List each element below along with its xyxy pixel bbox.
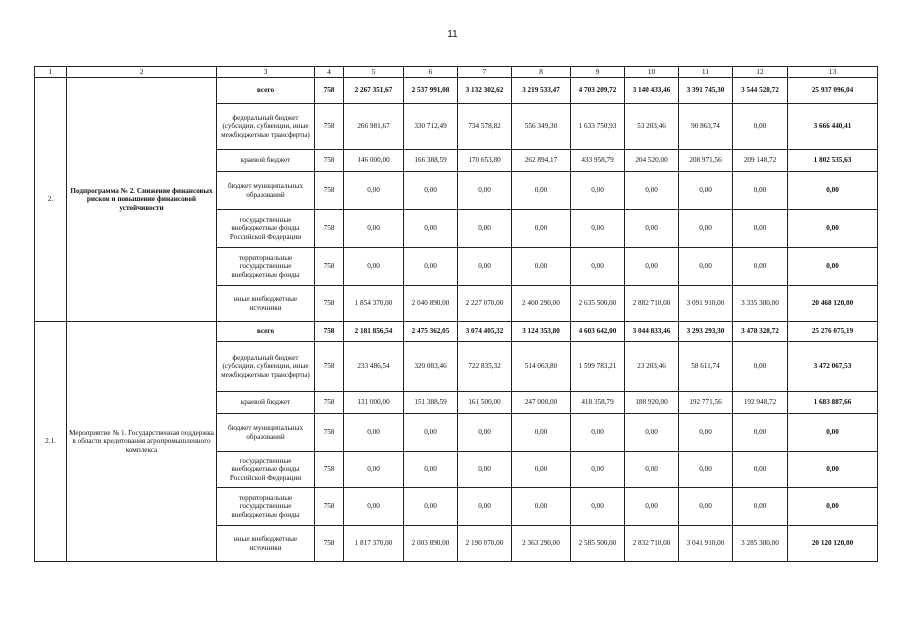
amount-cell: 0,00 [512, 210, 571, 248]
amount-cell: 0,00 [679, 248, 733, 286]
header-cell: 5 [344, 67, 404, 78]
code-cell: 758 [315, 452, 344, 488]
amount-cell: 1 854 370,00 [344, 286, 404, 322]
amount-cell: 0,00 [733, 210, 788, 248]
code-cell: 758 [315, 286, 344, 322]
amount-cell: 2 181 856,54 [344, 322, 404, 342]
funding-source-cell: федеральный бюджет (субсидии, субвенции, иные межбюджетные трансферты) [217, 342, 315, 392]
amount-cell: 0,00 [458, 488, 512, 526]
amount-cell: 3 124 353,80 [512, 322, 571, 342]
amount-cell: 0,00 [404, 414, 458, 452]
amount-cell: 0,00 [512, 172, 571, 210]
table-header-row [35, 67, 878, 78]
amount-cell: 2 585 500,00 [571, 526, 625, 562]
funding-source-cell: иные внебюджетные источники [217, 286, 315, 322]
amount-cell: 0,00 [571, 172, 625, 210]
amount-cell: 320 083,46 [404, 342, 458, 392]
code-cell: 758 [315, 78, 344, 104]
amount-cell: 330 712,49 [404, 104, 458, 150]
funding-source-cell: государственные внебюджетные фонды Российской Федерации [217, 452, 315, 488]
funding-source-cell: краевой бюджет [217, 150, 315, 172]
table-row [35, 78, 878, 104]
funding-source-cell: всего [217, 78, 315, 104]
amount-cell: 0,00 [679, 414, 733, 452]
total-cell: 0,00 [788, 488, 878, 526]
amount-cell: 0,00 [344, 172, 404, 210]
amount-cell: 2 882 710,00 [625, 286, 679, 322]
amount-cell: 3 091 910,00 [679, 286, 733, 322]
amount-cell: 3 285 380,00 [733, 526, 788, 562]
header-cell: 4 [315, 67, 344, 78]
amount-cell: 2 363 290,00 [512, 526, 571, 562]
amount-cell: 4 703 209,72 [571, 78, 625, 104]
total-cell: 3 666 440,41 [788, 104, 878, 150]
amount-cell: 0,00 [733, 104, 788, 150]
amount-cell: 0,00 [512, 414, 571, 452]
funding-source-cell: федеральный бюджет (субсидии, субвенции, иные межбюджетные трансферты) [217, 104, 315, 150]
total-cell: 1 802 535,63 [788, 150, 878, 172]
amount-cell: 0,00 [733, 488, 788, 526]
amount-cell: 2 267 351,67 [344, 78, 404, 104]
amount-cell: 0,00 [512, 452, 571, 488]
total-cell: 25 937 096,04 [788, 78, 878, 104]
amount-cell: 166 388,59 [404, 150, 458, 172]
amount-cell: 0,00 [512, 248, 571, 286]
amount-cell: 0,00 [404, 172, 458, 210]
amount-cell: 188 920,00 [625, 392, 679, 414]
amount-cell: 556 349,30 [512, 104, 571, 150]
amount-cell: 262 894,17 [512, 150, 571, 172]
amount-cell: 2 400 290,00 [512, 286, 571, 322]
code-cell: 758 [315, 322, 344, 342]
amount-cell: 0,00 [733, 414, 788, 452]
header-cell: 2 [67, 67, 217, 78]
amount-cell: 0,00 [344, 210, 404, 248]
amount-cell: 170 653,80 [458, 150, 512, 172]
amount-cell: 0,00 [404, 248, 458, 286]
amount-cell: 0,00 [404, 488, 458, 526]
amount-cell: 2 227 070,00 [458, 286, 512, 322]
amount-cell: 4 603 642,00 [571, 322, 625, 342]
code-cell: 758 [315, 150, 344, 172]
amount-cell: 192 948,72 [733, 392, 788, 414]
amount-cell: 2 040 890,00 [404, 286, 458, 322]
amount-cell: 3 391 745,30 [679, 78, 733, 104]
amount-cell: 53 203,46 [625, 104, 679, 150]
amount-cell: 151 388,59 [404, 392, 458, 414]
amount-cell: 0,00 [733, 248, 788, 286]
amount-cell: 0,00 [571, 210, 625, 248]
total-cell: 3 472 067,53 [788, 342, 878, 392]
section-title: Мероприятие № 1. Государственная поддержка в области кредитования агропромышленного комплекса [67, 322, 217, 562]
amount-cell: 734 578,82 [458, 104, 512, 150]
amount-cell: 0,00 [458, 210, 512, 248]
amount-cell: 0,00 [458, 172, 512, 210]
amount-cell: 0,00 [625, 452, 679, 488]
amount-cell: 3 335 380,00 [733, 286, 788, 322]
amount-cell: 247 000,00 [512, 392, 571, 414]
funding-source-cell: бюджет муниципальных образований [217, 172, 315, 210]
amount-cell: 23 203,46 [625, 342, 679, 392]
funding-source-cell: территориальные государственные внебюджетные фонды [217, 248, 315, 286]
budget-table [34, 66, 878, 562]
funding-source-cell: территориальные государственные внебюджетные фонды [217, 488, 315, 526]
amount-cell: 0,00 [512, 488, 571, 526]
amount-cell: 0,00 [679, 172, 733, 210]
code-cell: 758 [315, 172, 344, 210]
section-number: 2. [35, 78, 67, 322]
amount-cell: 433 958,79 [571, 150, 625, 172]
amount-cell: 2 190 070,00 [458, 526, 512, 562]
total-cell: 0,00 [788, 414, 878, 452]
amount-cell: 2 537 991,08 [404, 78, 458, 104]
amount-cell: 0,00 [679, 488, 733, 526]
section-title: Подпрограмма № 2. Снижение финансовых рисков и повышение финансовой устойчивости [67, 78, 217, 322]
total-cell: 0,00 [788, 210, 878, 248]
total-cell: 20 120 120,00 [788, 526, 878, 562]
total-cell: 20 468 120,00 [788, 286, 878, 322]
amount-cell: 0,00 [679, 210, 733, 248]
amount-cell: 161 500,00 [458, 392, 512, 414]
amount-cell: 58 611,74 [679, 342, 733, 392]
amount-cell: 0,00 [625, 172, 679, 210]
section-number: 2.1. [35, 322, 67, 562]
amount-cell: 192 771,56 [679, 392, 733, 414]
code-cell: 758 [315, 342, 344, 392]
amount-cell: 3 140 433,46 [625, 78, 679, 104]
amount-cell: 3 074 405,32 [458, 322, 512, 342]
amount-cell: 0,00 [344, 414, 404, 452]
amount-cell: 0,00 [625, 248, 679, 286]
table-row [35, 322, 878, 342]
amount-cell: 2 832 710,00 [625, 526, 679, 562]
total-cell: 0,00 [788, 248, 878, 286]
amount-cell: 0,00 [458, 248, 512, 286]
amount-cell: 0,00 [571, 452, 625, 488]
code-cell: 758 [315, 210, 344, 248]
amount-cell: 0,00 [344, 452, 404, 488]
amount-cell: 0,00 [733, 342, 788, 392]
amount-cell: 146 000,00 [344, 150, 404, 172]
code-cell: 758 [315, 248, 344, 286]
code-cell: 758 [315, 414, 344, 452]
total-cell: 25 276 075,19 [788, 322, 878, 342]
amount-cell: 1 599 783,21 [571, 342, 625, 392]
amount-cell: 266 981,67 [344, 104, 404, 150]
amount-cell: 0,00 [344, 248, 404, 286]
amount-cell: 0,00 [404, 452, 458, 488]
amount-cell: 2 475 362,05 [404, 322, 458, 342]
amount-cell: 0,00 [733, 172, 788, 210]
amount-cell: 3 219 533,47 [512, 78, 571, 104]
amount-cell: 2 003 890,00 [404, 526, 458, 562]
header-cell: 8 [512, 67, 571, 78]
header-cell: 12 [733, 67, 788, 78]
funding-source-cell: государственные внебюджетные фонды Российской Федерации [217, 210, 315, 248]
header-cell: 1 [35, 67, 67, 78]
header-cell: 3 [217, 67, 315, 78]
total-cell: 0,00 [788, 172, 878, 210]
header-cell: 9 [571, 67, 625, 78]
amount-cell: 0,00 [571, 248, 625, 286]
amount-cell: 0,00 [458, 452, 512, 488]
total-cell: 0,00 [788, 452, 878, 488]
amount-cell: 1 633 750,93 [571, 104, 625, 150]
amount-cell: 3 544 528,72 [733, 78, 788, 104]
funding-source-cell: бюджет муниципальных образований [217, 414, 315, 452]
funding-source-cell: всего [217, 322, 315, 342]
page-number: 11 [447, 29, 458, 40]
amount-cell: 3 041 910,00 [679, 526, 733, 562]
amount-cell: 2 635 500,00 [571, 286, 625, 322]
amount-cell: 0,00 [733, 452, 788, 488]
funding-source-cell: краевой бюджет [217, 392, 315, 414]
amount-cell: 3 478 328,72 [733, 322, 788, 342]
amount-cell: 0,00 [625, 210, 679, 248]
amount-cell: 0,00 [679, 452, 733, 488]
amount-cell: 209 148,72 [733, 150, 788, 172]
amount-cell: 3 132 302,62 [458, 78, 512, 104]
header-cell: 10 [625, 67, 679, 78]
amount-cell: 208 971,56 [679, 150, 733, 172]
amount-cell: 233 486,54 [344, 342, 404, 392]
header-cell: 6 [404, 67, 458, 78]
header-cell: 7 [458, 67, 512, 78]
funding-source-cell: иные внебюджетные источники [217, 526, 315, 562]
header-cell: 13 [788, 67, 878, 78]
amount-cell: 0,00 [625, 414, 679, 452]
code-cell: 758 [315, 392, 344, 414]
amount-cell: 0,00 [571, 488, 625, 526]
amount-cell: 0,00 [404, 210, 458, 248]
amount-cell: 0,00 [344, 488, 404, 526]
amount-cell: 131 000,00 [344, 392, 404, 414]
amount-cell: 722 835,32 [458, 342, 512, 392]
amount-cell: 0,00 [625, 488, 679, 526]
amount-cell: 3 044 833,46 [625, 322, 679, 342]
amount-cell: 0,00 [571, 414, 625, 452]
amount-cell: 1 817 370,00 [344, 526, 404, 562]
code-cell: 758 [315, 488, 344, 526]
amount-cell: 90 863,74 [679, 104, 733, 150]
code-cell: 758 [315, 526, 344, 562]
total-cell: 1 683 887,66 [788, 392, 878, 414]
amount-cell: 418 358,79 [571, 392, 625, 414]
header-cell: 11 [679, 67, 733, 78]
amount-cell: 0,00 [458, 414, 512, 452]
amount-cell: 204 520,00 [625, 150, 679, 172]
amount-cell: 3 293 293,30 [679, 322, 733, 342]
amount-cell: 514 063,80 [512, 342, 571, 392]
code-cell: 758 [315, 104, 344, 150]
